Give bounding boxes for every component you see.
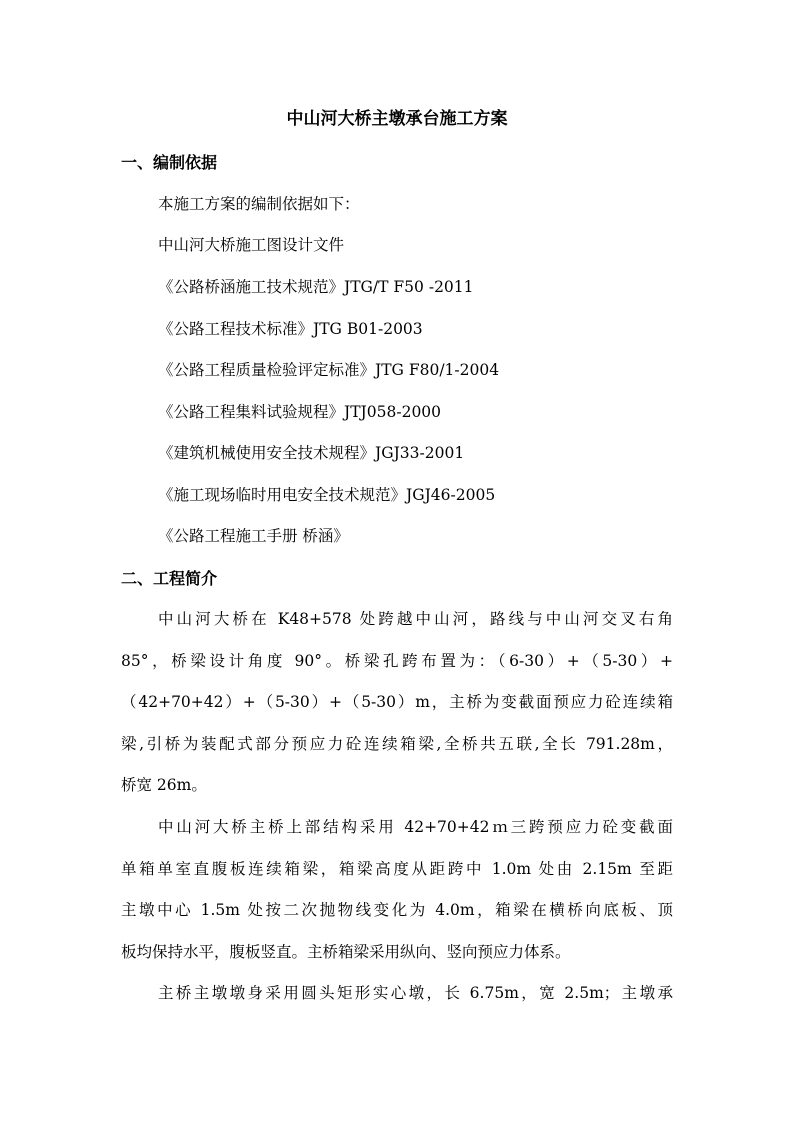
paragraph-line: 桥宽 26m。 (121, 776, 207, 794)
basis-item: 《公路桥涵施工技术规范》JTG/T F50 -2011 (158, 278, 474, 296)
basis-item: 《公路工程集料试验规程》JTJ058-2000 (158, 403, 442, 421)
section-heading-basis: 一、编制依据 (121, 153, 218, 172)
basis-item: 中山河大桥施工图设计文件 (158, 236, 345, 254)
basis-item: 《公路工程施工手册 桥涵》 (158, 527, 349, 545)
paragraph-line: 中山河大桥在 K48+578 处跨越中山河，路线与中山河交叉右角 (158, 610, 673, 628)
paragraph-line: 主墩中心 1.5m 处按二次抛物线变化为 4.0m，箱梁在横桥向底板、顶 (121, 901, 673, 919)
basis-item: 《施工现场临时用电安全技术规范》JGJ46-2005 (158, 486, 496, 504)
basis-intro: 本施工方案的编制依据如下： (158, 195, 360, 213)
paragraph-line: 85°，桥梁设计角度 90°。桥梁孔跨布置为：（6-30）+（5-30）+ (121, 652, 673, 670)
document-title: 中山河大桥主墩承台施工方案 (286, 109, 508, 129)
basis-item: 《建筑机械使用安全技术规程》JGJ33-2001 (158, 444, 465, 462)
paragraph-line: 单箱单室直腹板连续箱梁，箱梁高度从距跨中 1.0m 处由 2.15m 至距 (121, 860, 673, 878)
paragraph-line: 中山河大桥主桥上部结构采用 42+70+42ｍ三跨预应力砼变截面 (158, 818, 673, 836)
paragraph-line: 板均保持水平，腹板竖直。主桥箱梁采用纵向、竖向预应力体系。 (121, 943, 571, 961)
paragraph-line: 主桥主墩墩身采用圆头矩形实心墩，长 6.75m，宽 2.5m；主墩承 (158, 984, 673, 1002)
section-heading-overview: 二、工程简介 (121, 569, 218, 588)
paragraph-line: （42+70+42）+（5-30）+（5-30）m，主桥为变截面预应力砼连续箱 (121, 693, 673, 711)
paragraph-line: 梁,引桥为装配式部分预应力砼连续箱梁,全桥共五联,全长 791.28m， (121, 735, 673, 753)
basis-item: 《公路工程技术标准》JTG B01-2003 (158, 320, 423, 338)
basis-item: 《公路工程质量检验评定标准》JTG F80/1-2004 (158, 361, 500, 379)
